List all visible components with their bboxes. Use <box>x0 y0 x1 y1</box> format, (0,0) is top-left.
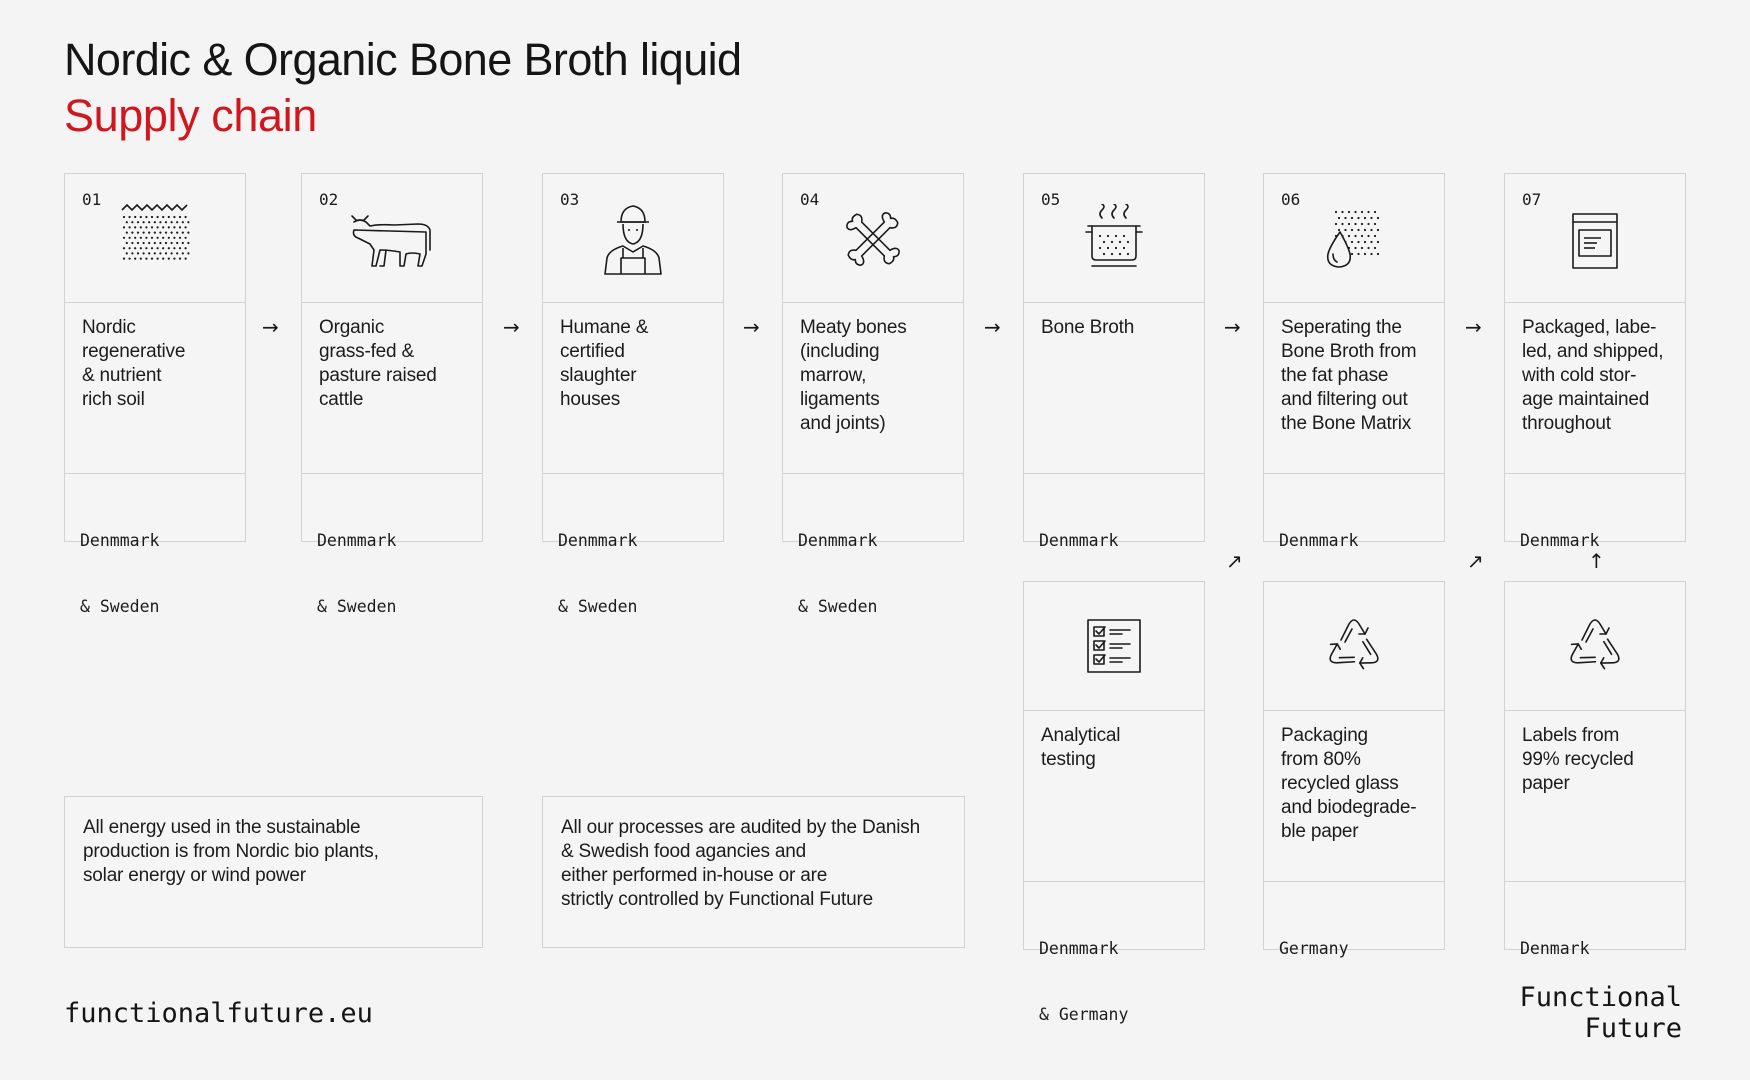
support-card-packaging <box>1263 581 1445 958</box>
step-card-03 <box>542 173 724 616</box>
description-line: led, and shipped, <box>1522 341 1664 362</box>
step-card-06 <box>1263 173 1445 550</box>
description-line: paper <box>1522 773 1570 794</box>
farmer-icon <box>601 204 665 276</box>
origin-line: Denmmark <box>558 531 638 550</box>
description-line: & nutrient <box>82 365 162 386</box>
step-icon-area <box>1024 174 1204 303</box>
step-icon-area <box>543 174 723 303</box>
description-line: ble paper <box>1281 821 1359 842</box>
crossed-bones-icon <box>842 210 904 268</box>
origin-line: Denmmark <box>1520 531 1600 550</box>
note-line: All our processes are audited by the Danish <box>561 817 920 838</box>
step-number: 03 <box>560 190 580 209</box>
description-line: Seperating the <box>1281 317 1402 338</box>
description-line: Bone Broth from <box>1281 341 1417 362</box>
origin-line: & Germany <box>1039 1005 1129 1024</box>
support-origin <box>1024 882 1204 1024</box>
origin-line: Denmmark <box>317 531 397 550</box>
step-description <box>1024 303 1204 474</box>
cooking-pot-icon <box>1084 204 1144 270</box>
fat-drop-icon <box>1322 210 1386 270</box>
step-origin <box>302 474 482 616</box>
step-number: 06 <box>1281 190 1301 209</box>
step-description <box>783 303 963 474</box>
support-description <box>1505 711 1685 882</box>
flow-arrow-diagonal: ↗ <box>1467 549 1484 573</box>
support-icon-area <box>1264 582 1444 711</box>
origin-line: Denmmark <box>1039 939 1119 958</box>
flow-arrow-right: → <box>262 315 279 339</box>
note-audit <box>542 796 965 948</box>
page-subtitle: Supply chain <box>64 90 317 141</box>
description-line: Bone Broth <box>1041 317 1135 338</box>
step-origin <box>1024 474 1204 550</box>
origin-line: Denmmark <box>798 531 878 550</box>
note-line: & Swedish food agancies and <box>561 841 806 862</box>
description-line: age maintained <box>1522 389 1650 410</box>
description-line: rich soil <box>82 389 145 410</box>
description-line: Organic <box>319 317 385 338</box>
step-origin <box>783 474 963 616</box>
origin-line: Germany <box>1279 939 1349 958</box>
brand-line: Functional <box>1519 982 1682 1013</box>
flow-arrow-up: ↑ <box>1588 549 1605 573</box>
support-card-labels <box>1504 581 1686 958</box>
flow-arrow-right: → <box>503 315 520 339</box>
step-number: 07 <box>1522 190 1542 209</box>
step-icon-area <box>65 174 245 303</box>
step-card-01 <box>64 173 246 616</box>
description-line: pasture raised <box>319 365 437 386</box>
step-icon-area <box>302 174 482 303</box>
description-line: the fat phase <box>1281 365 1389 386</box>
step-origin <box>65 474 245 616</box>
website-link[interactable]: functionalfuture.eu <box>64 998 373 1029</box>
origin-line: & Sweden <box>558 597 638 616</box>
origin-line: Denmmark <box>1039 531 1119 550</box>
page-title: Nordic & Organic Bone Broth liquid <box>64 34 742 85</box>
step-icon-area <box>783 174 963 303</box>
flow-arrow-diagonal: ↗ <box>1226 549 1243 573</box>
step-card-04 <box>782 173 964 616</box>
description-line: Labels from <box>1522 725 1620 746</box>
description-line: Meaty bones <box>800 317 907 338</box>
origin-line: & Sweden <box>80 597 160 616</box>
step-description <box>543 303 723 474</box>
description-line: and joints) <box>800 413 886 434</box>
description-line: grass-fed & <box>319 341 414 362</box>
soil-icon <box>120 202 190 262</box>
origin-line: Denmmark <box>1279 531 1359 550</box>
description-line: ligaments <box>800 389 880 410</box>
description-line: recycled glass <box>1281 773 1399 794</box>
description-line: the Bone Matrix <box>1281 413 1412 434</box>
step-number: 05 <box>1041 190 1061 209</box>
description-line: Humane & <box>560 317 649 338</box>
cow-icon <box>350 214 434 270</box>
description-line: and biodegrade- <box>1281 797 1417 818</box>
note-energy <box>64 796 483 948</box>
description-line: from 80% <box>1281 749 1361 770</box>
support-description <box>1024 711 1204 882</box>
origin-line: & Sweden <box>798 597 878 616</box>
brand-logo <box>1519 982 1682 1044</box>
step-card-05 <box>1023 173 1205 550</box>
description-line: houses <box>560 389 621 410</box>
note-line: strictly controlled by Functional Future <box>561 889 873 910</box>
description-line: Packaged, labe- <box>1522 317 1657 338</box>
description-line: marrow, <box>800 365 867 386</box>
description-line: Analytical <box>1041 725 1121 746</box>
note-line: either performed in-house or are <box>561 865 828 886</box>
origin-line: Denmmark <box>80 531 160 550</box>
flow-arrow-right: → <box>984 315 1001 339</box>
step-origin <box>543 474 723 616</box>
origin-line: & Sweden <box>317 597 397 616</box>
brand-line: Future <box>1584 1013 1682 1044</box>
origin-line: Denmark <box>1520 939 1590 958</box>
step-origin <box>1505 474 1685 550</box>
flow-arrow-right: → <box>1465 315 1482 339</box>
step-number: 01 <box>82 190 102 209</box>
description-line: cattle <box>319 389 364 410</box>
step-description <box>1264 303 1444 474</box>
support-description <box>1264 711 1444 882</box>
support-icon-area <box>1505 582 1685 711</box>
description-line: Nordic <box>82 317 136 338</box>
note-line: production is from Nordic bio plants, <box>83 841 379 862</box>
support-icon-area <box>1024 582 1204 711</box>
step-description <box>302 303 482 474</box>
support-origin <box>1505 882 1685 958</box>
step-description <box>1505 303 1685 474</box>
description-line: with cold stor- <box>1522 365 1637 386</box>
step-icon-area <box>1505 174 1685 303</box>
flow-arrow-right: → <box>1224 315 1241 339</box>
step-card-02 <box>301 173 483 616</box>
description-line: Packaging <box>1281 725 1368 746</box>
description-line: and filtering out <box>1281 389 1408 410</box>
step-origin <box>1264 474 1444 550</box>
description-line: slaughter <box>560 365 637 386</box>
note-line: solar energy or wind power <box>83 865 306 886</box>
description-line: 99% recycled <box>1522 749 1634 770</box>
step-description <box>65 303 245 474</box>
description-line: testing <box>1041 749 1096 770</box>
recycle-icon <box>1321 614 1387 676</box>
support-origin <box>1264 882 1444 958</box>
description-line: (including <box>800 341 880 362</box>
step-icon-area <box>1264 174 1444 303</box>
description-line: regenerative <box>82 341 186 362</box>
flow-arrow-right: → <box>743 315 760 339</box>
note-line: All energy used in the sustainable <box>83 817 361 838</box>
description-line: throughout <box>1522 413 1611 434</box>
step-number: 02 <box>319 190 339 209</box>
recycle-icon <box>1562 614 1628 676</box>
step-card-07 <box>1504 173 1686 550</box>
support-card-analytical-testing <box>1023 581 1205 1024</box>
checklist-icon <box>1086 618 1142 674</box>
description-line: certified <box>560 341 625 362</box>
package-icon <box>1571 212 1619 270</box>
step-number: 04 <box>800 190 820 209</box>
